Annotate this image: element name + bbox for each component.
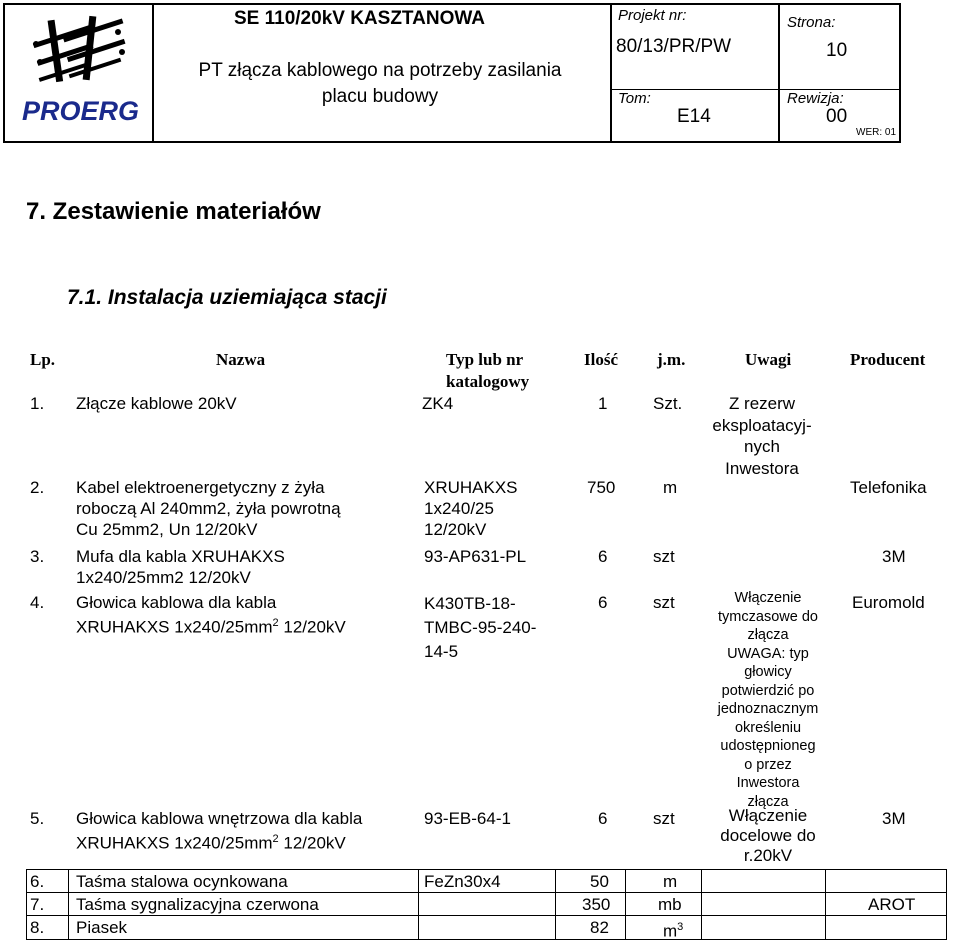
subtitle-line-1: PT złącza kablowego na potrzeby zasilania	[198, 60, 562, 81]
row-nazwa: Taśma stalowa ocynkowana	[76, 872, 288, 891]
row-nazwa: Piasek	[76, 918, 128, 937]
subtitle-line-2: placu budowy	[321, 86, 439, 107]
row-ilosc: 1	[598, 394, 608, 413]
projekt-value: 80/13/PR/PW	[616, 36, 732, 57]
row-jm: mb	[658, 895, 682, 914]
row-producent: Euromold	[852, 593, 925, 612]
header-typ-1: Typ lub nr	[446, 350, 524, 369]
row-typ: K430TB-18- TMBC-95-240- 14-5	[424, 594, 537, 661]
row-nazwa: Głowica kablowa dla kabla XRUHAKXS $1x240/25mm^2$ 12/20kV	[76, 593, 346, 637]
row-typ: ZK4	[422, 394, 454, 413]
row-nazwa: Głowica kablowa wnętrzowa dla kabla XRUHAKXS $1x240/25mm^2$ 12/20kV	[76, 809, 363, 853]
row-jm: Szt.	[653, 394, 683, 413]
project-subtitle	[160, 58, 600, 110]
row-jm: $m^3$	[663, 921, 684, 941]
row-lp: 5.	[30, 809, 45, 828]
header-nazwa: Nazwa	[216, 350, 266, 369]
row-nazwa: Kabel elektroenergetyczny z żyła roboczą Al 240mm2, żyła powrotną Cu 25mm2, Un 12/20kV	[76, 478, 341, 539]
row-lp: 4.	[30, 593, 45, 612]
row-typ: 93-AP631-PL	[424, 547, 527, 566]
strona-label: Strona:	[787, 14, 836, 31]
row-producent: 3M	[882, 809, 906, 828]
row-jm: m	[663, 478, 678, 497]
row-uwagi: Włączenie docelowe do r.20kV	[720, 806, 816, 865]
rewizja-label: Rewizja:	[787, 90, 844, 107]
row-producent: AROT	[868, 895, 916, 914]
row-lp: 6.	[30, 872, 45, 891]
logo-text: PROERG	[22, 96, 140, 126]
row-lp: 2.	[30, 478, 45, 497]
header-producent: Producent	[850, 350, 926, 369]
row-jm: szt	[653, 547, 675, 566]
row-producent: 3M	[882, 547, 906, 566]
row-typ: FeZn30x4	[424, 872, 501, 891]
subsection-title: 7.1. Instalacja uziemiająca stacji	[67, 286, 387, 309]
row-uwagi: Z rezerw eksploatacyj- nych Inwestora	[712, 394, 812, 478]
row-nazwa: Mufa dla kabla XRUHAKXS 1x240/25mm2 12/20kV	[76, 547, 285, 587]
tom-label: Tom:	[618, 90, 651, 107]
header-typ-2: katalogowy	[446, 372, 530, 391]
row-lp: 3.	[30, 547, 45, 566]
row-ilosc: 6	[598, 593, 608, 612]
row-ilosc: 350	[582, 895, 611, 914]
row-jm: szt	[653, 809, 675, 828]
row-ilosc: 750	[587, 478, 616, 497]
row-lp: 7.	[30, 895, 45, 914]
section-title: 7. Zestawienie materiałów	[26, 198, 321, 225]
row-typ: XRUHAKXS 1x240/25 12/20kV	[424, 478, 518, 539]
row-jm: szt	[653, 593, 675, 612]
row-ilosc: 50	[590, 872, 609, 891]
row-lp: 8.	[30, 918, 45, 937]
tom-value: E14	[677, 106, 711, 127]
header-jm: j.m.	[657, 350, 686, 369]
row-ilosc: 6	[598, 809, 608, 828]
row-lp: 1.	[30, 394, 45, 413]
row-nazwa: Złącze kablowe 20kV	[76, 394, 237, 413]
row-producent: Telefonika	[850, 478, 927, 497]
strona-value: 10	[826, 40, 848, 61]
header-lp: Lp.	[30, 350, 56, 369]
row-jm: m	[663, 872, 678, 891]
row-ilosc: 82	[590, 918, 609, 937]
proerg-logo	[18, 12, 146, 132]
row-uwagi: Włączenie tymczasowe do złącza UWAGA: typ głowicy potwierdzić po jednoznacznym określeniu udostępnioneg o przez Inwestora złącza	[717, 590, 819, 810]
header-uwagi: Uwagi	[745, 350, 792, 369]
projekt-label: Projekt nr:	[618, 7, 687, 24]
header-ilosc: Ilość	[584, 350, 618, 369]
row-nazwa: Taśma sygnalizacyjna czerwona	[76, 895, 319, 914]
rewizja-value: 00	[826, 106, 848, 127]
wer-label: WER: 01	[856, 127, 897, 138]
project-title: SE 110/20kV KASZTANOWA	[234, 8, 485, 29]
row-ilosc: 6	[598, 547, 608, 566]
row-typ: 93-EB-64-1	[424, 809, 511, 828]
